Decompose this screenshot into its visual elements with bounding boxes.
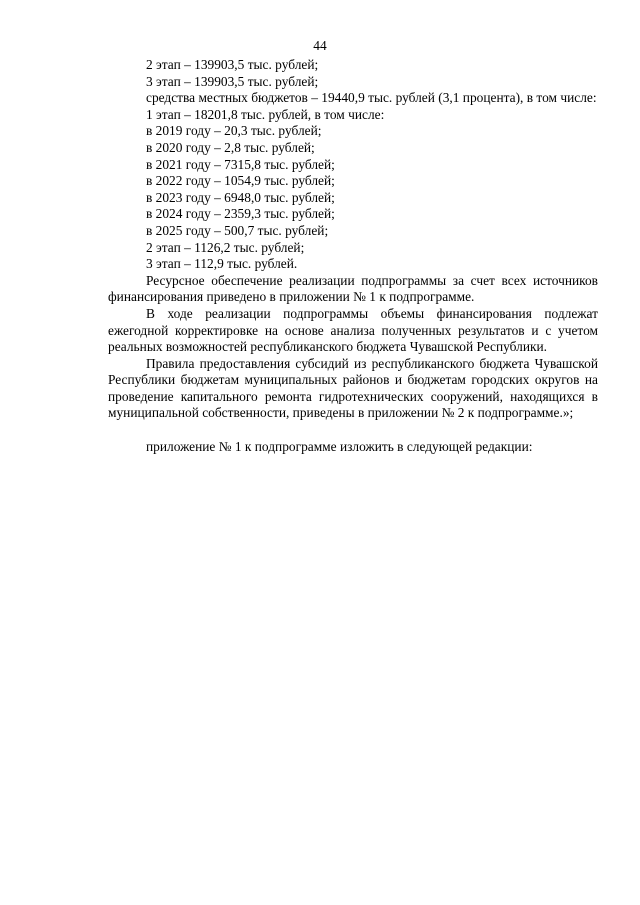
funding-line: в 2024 году – 2359,3 тыс. рублей;	[146, 206, 335, 222]
local-budget-paragraph: средства местных бюджетов – 19440,9 тыс. рублей (3,1 процента), в том числе:	[146, 90, 597, 106]
paragraph-annual-adjustment: В ходе реализации подпрограммы объемы финансирования подлежат ежегодной корректировке на основе анализа полученных результатов и с учетом реальных возможностей республиканского бюджета Чувашской Республики.	[108, 305, 598, 355]
closing-line: приложение № 1 к подпрограмме изложить в следующей редакции:	[146, 438, 533, 454]
funding-line: в 2023 году – 6948,0 тыс. рублей;	[146, 189, 335, 205]
funding-line: в 2022 году – 1054,9 тыс. рублей;	[146, 173, 335, 189]
funding-line: 1 этап – 18201,8 тыс. рублей, в том числе:	[146, 106, 385, 122]
funding-line: в 2019 году – 20,3 тыс. рублей;	[146, 123, 322, 139]
funding-line: в 2025 году – 500,7 тыс. рублей;	[146, 222, 329, 238]
funding-line: 2 этап – 139903,5 тыс. рублей;	[146, 57, 319, 72]
funding-line: 3 этап – 112,9 тыс. рублей.	[146, 256, 298, 272]
funding-line: в 2020 году – 2,8 тыс. рублей;	[146, 139, 315, 155]
funding-line: 3 этап – 139903,5 тыс. рублей;	[146, 73, 319, 89]
funding-line: 2 этап – 1126,2 тыс. рублей;	[146, 239, 305, 255]
paragraph-resource-provision: Ресурсное обеспечение реализации подпрограммы за счет всех источников финансирования приведено в приложении № 1 к подпрограмме.	[108, 272, 598, 305]
paragraph-subsidy-rules: Правила предоставления субсидий из республиканского бюджета Чувашской Республики бюджетам муниципальных районов и бюджетам городских округов на проведение капитального ремонта гидротехнических сооружений, находящихся в муниципальной собственности, приведены в приложении № 2 к подпрограмме.»;	[108, 355, 598, 421]
funding-line: в 2021 году – 7315,8 тыс. рублей;	[146, 156, 335, 172]
document-body	[108, 57, 598, 455]
page-number: 44	[313, 38, 327, 53]
